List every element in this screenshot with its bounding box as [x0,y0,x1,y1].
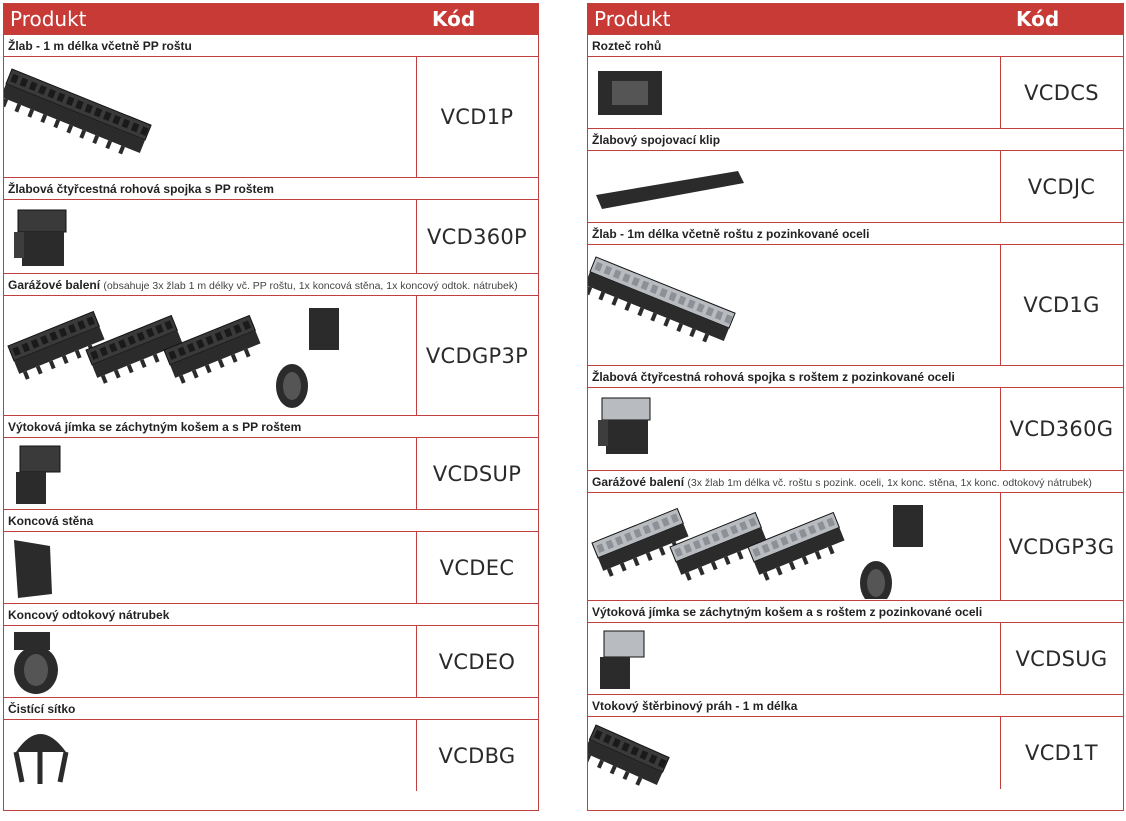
caption-text: Žlab - 1m délka včetně roštu z pozinkované oceli [592,227,870,241]
product-caption [588,694,1123,716]
product-caption [588,34,1123,56]
product-code: VCDBG [438,743,516,768]
product-code: VCDCS [1024,80,1099,105]
sump-icon [4,438,412,508]
table-header [588,4,1123,34]
product-caption [4,273,538,295]
caption-note: (obsahuje 3x žlab 1 m délky vč. PP roštu, 1x koncová stěna, 1x koncový odtok. nátrubek) [103,280,518,292]
garage-pack-galv-icon [588,493,996,599]
caption-text: Vtokový štěrbinový práh - 1 m délka [592,699,798,713]
product-image [588,245,1001,365]
product-image [588,57,1001,128]
header-kod: Kód [432,7,476,31]
header-produkt: Produkt [10,7,87,31]
table-row [588,56,1123,128]
product-image [4,438,417,509]
caption-text: Garážové balení [8,278,101,292]
product-image [588,151,1001,222]
channel-drain-icon [4,57,412,176]
product-image [4,57,417,177]
slot-threshold-icon [588,717,996,788]
corner-connector-galv-icon [588,388,996,469]
table-row [4,625,538,697]
product-caption [588,600,1123,622]
product-code: VCDGP3G [1008,534,1115,559]
header-produkt: Produkt [594,7,671,31]
caption-text: Žlabový spojovací klip [592,133,721,147]
table-row [4,437,538,509]
end-cap-icon [4,532,412,602]
table-row [4,56,538,177]
caption-text: Žlabová čtyřcestná rohová spojka s roštem z pozinkované oceli [592,370,955,384]
product-image [4,720,417,791]
product-image [4,626,417,697]
caption-text: Žlabová čtyřcestná rohová spojka s PP roštem [8,182,274,196]
right-product-table [587,3,1124,811]
product-caption [4,603,538,625]
product-code: VCD1G [1023,293,1100,317]
table-row [588,244,1123,365]
joint-clip-icon [588,151,996,221]
product-code: VCD360P [426,224,528,249]
product-caption [4,509,538,531]
table-header [4,4,538,34]
table-row [588,387,1123,470]
header-kod: Kód [1016,7,1060,31]
table-row [4,719,538,791]
product-image [588,717,1001,789]
product-code: VCDSUP [432,461,522,486]
caption-text: Výtoková jímka se záchytným košem a s roštem z pozinkované oceli [592,605,983,619]
product-caption [4,177,538,199]
garage-pack-icon [4,296,412,414]
left-product-table [3,3,539,811]
table-row [588,150,1123,222]
product-code: VCD360G [1009,417,1114,441]
product-code: VCDEC [439,555,515,580]
basket-grate-icon [4,720,412,790]
product-image [588,493,1001,600]
product-caption [588,470,1123,492]
table-row [588,716,1123,789]
caption-text: Koncový odtokový nátrubek [8,608,170,622]
end-outlet-icon [4,626,412,696]
product-caption [588,222,1123,244]
sump-galv-icon [588,623,996,693]
caption-text: Čistící sítko [8,702,76,716]
product-code: VCDEO [438,649,516,674]
corner-connector-icon [4,200,412,272]
channel-drain-galv-icon [588,245,996,364]
product-image [4,200,417,273]
caption-text: Garážové balení [592,475,685,489]
product-caption [588,128,1123,150]
product-caption [588,365,1123,387]
table-row [4,295,538,415]
caption-text: Rozteč rohů [592,39,662,53]
product-code: VCD1P [440,105,514,129]
caption-text: Výtoková jímka se záchytným košem a s PP roštem [8,420,302,434]
product-caption [4,415,538,437]
product-code: VCDSUG [1015,646,1108,671]
table-row [588,622,1123,694]
product-image [4,532,417,603]
product-image [588,388,1001,470]
table-row [4,531,538,603]
corner-spacer-icon [588,57,996,127]
caption-note: (3x žlab 1m délka vč. roštu s pozink. oceli, 1x konc. stěna, 1x konc. odtokový nátrubek) [687,477,1092,489]
product-caption [4,34,538,56]
caption-text: Koncová stěna [8,514,94,528]
table-row [4,199,538,273]
caption-text: Žlab - 1 m délka včetně PP roštu [8,39,192,53]
product-caption [4,697,538,719]
product-image [588,623,1001,694]
product-code: VCDJC [1027,174,1096,199]
product-code: VCD1T [1025,741,1098,765]
product-image [4,296,417,415]
table-row [588,492,1123,600]
product-code: VCDGP3P [425,343,529,368]
